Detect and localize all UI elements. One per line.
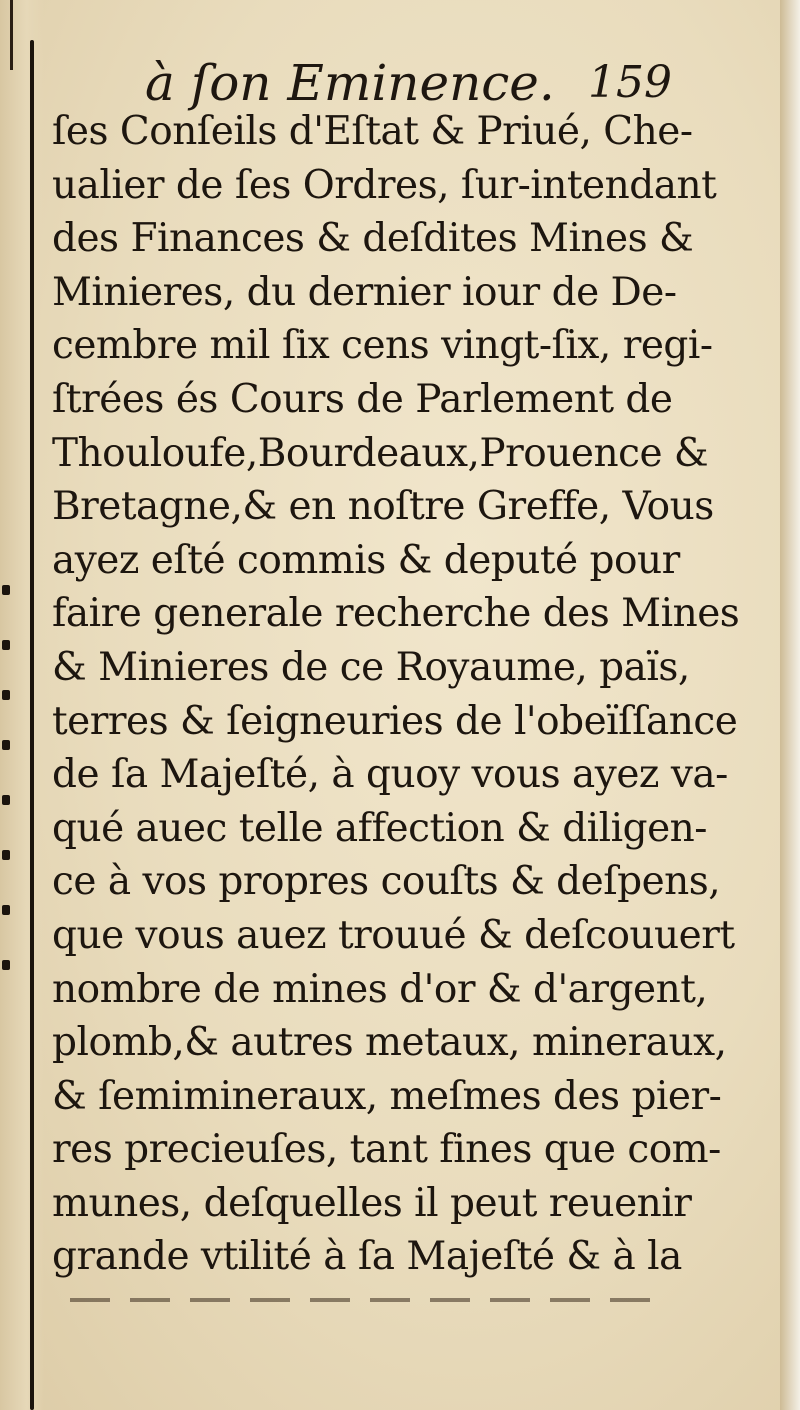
text-line: qué auec telle affection & diligen-: [52, 805, 707, 851]
text-line: Thouloufe,Bourdeaux,Prouence &: [52, 430, 709, 476]
margin-ink-mark: [2, 740, 10, 750]
margin-ink-mark: [2, 690, 10, 700]
bottom-rule: [70, 1298, 670, 1302]
margin-ink-mark: [2, 795, 10, 805]
text-line: munes, deſquelles il peut reuenir: [52, 1180, 692, 1226]
text-line: ſtrées és Cours de Parlement de: [52, 376, 673, 422]
page-gutter: [0, 0, 44, 1410]
text-line: Minieres, du dernier iour de De-: [52, 269, 677, 315]
text-line: res precieuſes, tant fines que com-: [52, 1127, 721, 1173]
margin-ink-mark: [2, 960, 10, 970]
text-line: plomb,& autres metaux, mineraux,: [52, 1020, 727, 1066]
text-line: terres & ſeigneuries de l'obeïſſance: [52, 698, 738, 744]
text-line: nombre de mines d'or & d'argent,: [52, 966, 708, 1012]
text-line: de ſa Majeſté, à quoy vous ayez va-: [52, 752, 728, 798]
text-line: grande vtilité à ſa Majeſté & à la: [52, 1234, 682, 1280]
text-line: que vous auez trouué & deſcouuert: [52, 912, 735, 958]
page-edge: [780, 0, 800, 1410]
margin-ink-mark: [2, 850, 10, 860]
binding-shadow-line: [30, 40, 34, 1410]
text-line: Bretagne,& en noſtre Greffe, Vous: [52, 484, 714, 530]
margin-ink-mark: [2, 905, 10, 915]
text-line: des Finances & deſdites Mines &: [52, 216, 694, 262]
text-line: & Minieres de ce Royaume, païs,: [52, 644, 690, 690]
margin-ink-mark: [2, 585, 10, 595]
running-head: à ſon Eminence.: [145, 54, 555, 112]
page-number: 159: [588, 57, 672, 108]
text-line: faire generale recherche des Mines: [52, 591, 740, 637]
margin-ink-mark: [2, 640, 10, 650]
body-text: [52, 105, 767, 1284]
text-line: ayez eſté commis & deputé pour: [52, 537, 680, 583]
text-line: & ſemimineraux, meſmes des pier-: [52, 1073, 722, 1119]
text-line: ualier de ſes Ordres, ſur-intendant: [52, 162, 717, 208]
text-line: ſes Conſeils d'Eſtat & Priué, Che-: [52, 109, 693, 154]
text-line: cembre mil ſix cens vingt-ſix, regi-: [52, 323, 713, 369]
text-line: ce à vos propres couſts & deſpens,: [52, 859, 721, 905]
